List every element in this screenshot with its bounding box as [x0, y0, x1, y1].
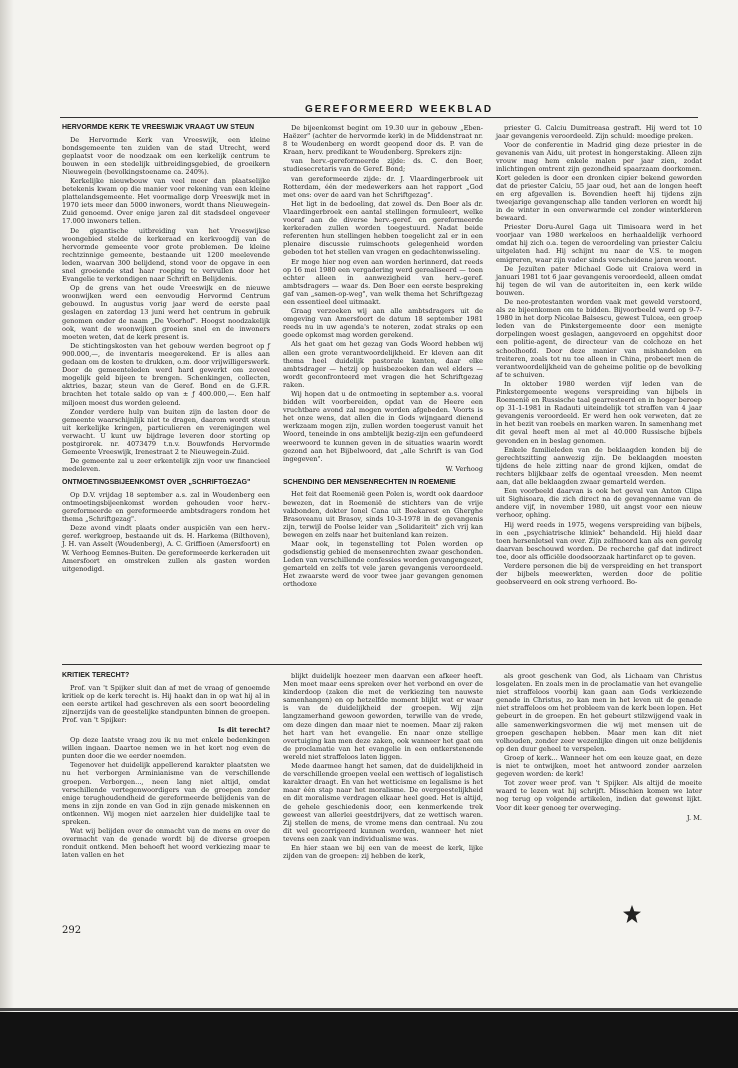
scan-bottom-border [0, 1012, 738, 1068]
page-number: 292 [62, 925, 82, 936]
paragraph: De gigantische uitbreiding van het Vreeswijkse woongebied stelde de kerkeraad en kerkvoogdij van de hervormde gemeente voor grote problemen. De kleine rechtzinnige gemeente, bestaande uit 1200 meelevende leden, waarvan 300 belijdend, stond voor de opgave in een snel groeiende stad haar roeping te vervullen door het Evangelie te verkondigen naar Schrift en Belijdenis. [62, 226, 270, 284]
scan-edge-line [0, 1008, 738, 1011]
paragraph: Tot zover weer prof. van 't Spijker. Als altijd de moeite waard te lezen wat hij schrijft. Misschien komen we later nog terug op volgende artikelen, indien dat gewenst lijkt. Voor dit keer genoeg ter overweging. [496, 779, 702, 812]
article-heading-schriftgezag: ONTMOETINGSBIJEENKOMST OVER „SCHRIFTGEZAG" [62, 479, 251, 487]
paragraph: Als het gaat om het gezag van Gods Woord hebben wij allen een grote verantwoordelijkheid. Er kleven aan dit thema heel duidelijk pastorale kanten, daar elke ambtsdrager — hetzij op huisbezoeken dan wel elders — wordt geconfronteerd met vragen die het Schriftgezag raken. [283, 340, 483, 389]
paragraph: Deze avond vindt plaats onder auspiciën van een herv.-geref. werkgroep, bestaande uit ds. H. Harkema (Bilthoven), J. H. van Asselt (Woudenberg), A. C. Griffioen (Amersfoort) en W. Verhoog Eemnes-Buiten. De gereformeerde kerkeraden uit Amersfoort en omstreken zullen als gasten worden uitgenodigd. [62, 524, 270, 573]
paragraph: Er moge hier nog even aan worden herinnerd, dat reeds op 16 mei 1980 een vergadering werd gerealiseerd — toen echter alleen in aanwezigheid van herv.-geref. ambtsdragers — waar ds. Den Boer een eerste bespreking gaf van „samen-op-weg", van welk thema het Schriftgezag een essentieel deel uitmaakt. [283, 257, 483, 306]
paragraph: De Jezuïten pater Michael Gode uit Craiova werd in januari 1981 tot 6 jaar gevangenis veroordeeld, alleen omdat hij tegen de wil van de autoriteiten in, een kerk wilde bouwen. [496, 264, 702, 297]
paragraph: Prof. van 't Spijker sluit dan af met de vraag of genoemde kritiek op de kerk terecht is. Hij haakt dan in op wat hij al in een eerste artikel had geschreven als een soort beoordeling zijnerzijds van de geestelijke standpunten binnen de groepen. Prof. van 't Spijker: [62, 683, 270, 724]
article-heading-roemenie: SCHENDING DER MENSENRECHTEN IN ROEMENIE [283, 478, 456, 486]
paragraph: De gemeente zal u zeer erkentelijk zijn voor uw financieel medeleven. [62, 457, 270, 474]
header-rule [60, 117, 698, 118]
paragraph: Het ligt in de bedoeling, dat zowel ds. Den Boer als dr. Vlaardingerbroek een aantal stellingen formuleert, welke vooraf aan de diverse herv.-geref. en gereformeerde kerkeraden zullen worden toegestuurd. Nadat beide referenten hun stellingen hebben toegelicht zal er in een plenaire discussie ruimschoots gelegenheid worden geboden tot het stellen van vragen en gedachtenwisseling. [283, 199, 483, 257]
subheading-is-dit-terecht: Is dit terecht? [217, 725, 270, 734]
paragraph: In oktober 1980 werden vijf leden van de Pinkstergemeente wegens verspreiding van bijbels in Roemenië en Russische taal gearresteerd en in hoger beroep op 31-1-1981 in Radauti uiteindelijk tot straffen van 4 jaar gevangenis veroordeeld. Er werd hen ook verweten, dat ze in het bezit van roebels en marken waren. In samenhang met dit geval heeft men al met al 40.000 Russische bijbels gevonden en in beslag genomen. [496, 379, 702, 445]
bottom-column-3 [496, 672, 702, 828]
paragraph: Enkele familieleden van de beklaagden konden bij de gerechtszitting aanwezig zijn. De beklaagden moesten tijdens de hele zitting naar de grond kijken, omdat de rechters blijkbaar zelfs de ogentaal vreesden. Men neemt aan, dat alle beklaagden zwaar gemarteld werden. [496, 445, 702, 487]
paragraph: En hier staan we bij een van de meest de kerk, lijke zijden van de groepen: zij hebben de kerk, [283, 843, 483, 861]
paragraph: Voor de conferentie in Madrid ging deze priester in de gevanenis van Aidu, uit protest in hongerstaking. Alleen zijn vrouw mag hem enkele malen per jaar zien, zodat inlichtingen omtrent zijn gezondheid spaarzaam doorkomen. Kort geleden is door een dronken cipier bekend geworden dat de priester Calciu, 55 jaar oud, het aan de longen heeft en erg afgevallen is. Bovendien heeft hij tijdens zijn tweejarige gevangenschap alle tanden verloren en wordt hij in de winter in een onverwarmde cel zonder winterkleren bewaard. [496, 141, 702, 223]
paragraph: Wij hopen dat u de ontmoeting in september a.s. vooral bidden wilt voorbereiden, opdat van de Heere een vruchtbare avond zal mogen worden afgebeden. Voorts is het onze wens, dat allen die in Gods wijngaard dienend werkzaam mogen zijn, zullen worden toegerust vanuit het Woord, teneinde in ons ambtelijk bezig-zijn een gefundeerd weerwoord te kunnen geven in de situaties waarin wordt gezond aan het Bijbelwoord, dat „alle Schrift is van God ingegeven". [283, 390, 483, 463]
paragraph: Het feit dat Roemenië geen Polen is, wordt ook daardoor bewezen, dat in Roemenië de stichters van de vrije vakbonden, dokter Ionel Cana uit Boekarest en Gherghe Brasoveanu uit Brasov, sinds 10-3-1978 in de gevangenis zijn, terwijl de Poolse leider van „Solidariteit" zich vrij kan bewegen en zelfs naar het buitenland kan reizen. [283, 490, 483, 539]
paragraph: Zonder verdere hulp van buiten zijn de lasten door de gemeente waarschijnlijk niet te dragen, daarom wordt steun uit kerkelijke kringen, particulieren en verenigingen wel verwacht. U kunt uw bijdrage leveren door storting op postgirorek. nr. 4073479 t.n.v. Bouwfonds Hervormde Gemeente Vreeswijk, Irenestraat 2 te Nieuwegein-Zuid. [62, 407, 270, 457]
paragraph: blijkt duidelijk hoezeer men daarvan een afkeer heeft. Men moet maar eens spreken over het verbond en over de kinderdoop (zaken die met de verkiezing ten nauwste samenhangen) en op hetzelfde moment blijkt wat er waar is van de duidelijkheid der groepen. Wij zijn langzamerhand gewoon geworden, terwille van de vrede, om deze dingen dan maar niet te noemen. Maar zij raken het hart van het evangelie. En naar onze stellige overtuiging kan men deze zaken, ook wanneer het gaat om de proclamatie van het evangelie in een ontkerstenende wereld niet straffeloos laten liggen. [283, 672, 483, 761]
star-ornament-icon [623, 905, 641, 923]
column-2 [283, 124, 483, 590]
section-divider [62, 664, 702, 665]
paragraph: van herv.-gereformeerde zijde: ds. C. den Boer, studiesecretaris van de Geref. Bond; [283, 157, 483, 174]
column-1 [62, 124, 270, 574]
article-body-vreeswijk [62, 136, 270, 474]
paragraph: De stichtingskosten van het gebouw werden begroot op ƒ 900.000,—, de inventaris meegerekend. Er is alles aan gedaan om de kosten te drukken, o.m. door vrijwilligerswerk. Door de gemeenteleden werd hard gewerkt om zoveel mogelijk geld bijeen te brengen. Schenkingen, collecten, aktries, bazar, steun van de Geref. Bond en de G.F.R. brachten het totale saldo op van ± ƒ 400.000,—. Een half miljoen moest dus worden geleend. [62, 341, 270, 407]
paragraph: Op D.V. vrijdag 18 september a.s. zal in Woudenberg een ontmoetingsbijeenkomst worden gehouden voor herv.-gereformeerde en gereformeerde ambtsdragers rondom het thema „Schriftgezag". [62, 490, 270, 524]
paragraph: De Hervormde Kerk van Vreeswijk, een kleine bondsgemeente ten zuiden van de stad Utrecht, werd geplaatst voor de noodzaak om een kerkelijk centrum te bouwen in een stedelijk uitbreidingsgebied, de groeikern Nieuwegein (bevolkingstoename ca. 240%). [62, 135, 270, 176]
paragraph: priester G. Calciu Dumitreasa gestraft. Hij werd tot 10 jaar gevangenis veroordeeld. Zijn schuld: moedige preken. [496, 124, 702, 141]
paragraph: Op deze laatste vraag zou ik nu met enkele bedenkingen willen ingaan. Daartoe nemen we in het kort nog even de punten door die we eerder noemden. [62, 736, 270, 761]
article-body-schriftgezag [62, 491, 270, 573]
paragraph: Verdere personen die bij de verspreiding en het transport der bijbels meewerkten, werden door de politie geobserveerd en ook streng verhoord. Bo- [496, 561, 702, 587]
paragraph: Groep of kerk... Wanneer het om een keuze gaat, en deze is niet te ontwijken, moet het antwoord zonder aarzelen gegeven worden: de kerk! [496, 753, 702, 779]
page-spine-shadow [0, 0, 14, 1068]
masthead: GEREFORMEERD WEEKBLAD [305, 104, 494, 115]
paragraph: Tegenover het duidelijk appellerend karakter plaatsten we nu het verborgen Arminianisme van de verschillende groepen. Verborgen..., neen lang niet altijd, omdat verschillende vertegenwoordigers van de groepen zonder enige terughoudendheid de gereformeerde belijdenis van de mens in zijn zonde en van God in zijn genade miskennen en ontkennen. Wij mogen niet aarzelen hier duidelijke taal te spreken. [62, 761, 270, 826]
signature-verhoog: W. Verhoog [445, 464, 483, 473]
bottom-column-2 [283, 672, 483, 861]
paragraph: Wat wij belijden over de onmacht van de mens en over de overmacht van de genade wordt bij de diverse groepen ronduit ontkend. Men behoeft het woord verkiezing maar te laten vallen en het [62, 827, 270, 860]
paragraph: Kerkelijke nieuwbouw van veel meer dan plaatselijke betekenis kwam op die manier voor rekening van een kleine plattelandsgemeente. Het voormalige dorp Vreeswijk met in 1970 iets meer dan 5000 inwoners, wordt thans Nieuwegein-Zuid genoemd. Over enige jaren zal dit stadsdeel ongeveer 17.000 inwoners tellen. [62, 176, 270, 226]
paragraph: Op de grens van het oude Vreeswijk en de nieuwe woonwijken werd een eenvoudig Hervormd Centrum gebouwd. In augustus vorig jaar werd de eerste paal geslagen en zaterdag 13 juni werd het centrum in gebruik genomen onder de naam „De Voorhof". Hoogst noodzakelijk ook, want de woonwijken groeien snel en de inwoners moeten weten, dat de kerk present is. [62, 284, 270, 341]
article-heading-vreeswijk: HERVORMDE KERK TE VREESWIJK VRAAGT UW STEUN [62, 124, 254, 131]
paragraph: Priester Doru-Aurel Gaga uit Timisoara werd in het voorjaar van 1980 werkeloos en herhaaldelijk verhoord omdat hij zich o.a. tegen de veroordeling van priester Calciu uitgelaten had. Hij schijnt nu naar de V.S. te mogen emigreren, waar zijn vader sinds verscheidene jaren woont. [496, 223, 702, 264]
paragraph: De bijeenkomst begint om 19.30 uur in gebouw „Eben-Haëzer" (achter de hervormde kerk) in de Middenstraat nr. 8 te Woudenberg en wordt geopend door ds. P. van de Kraan, herv. predikant te Woudenberg. Sprekers zijn: [283, 124, 483, 157]
paragraph: Maar ook, in tegenstelling tot Polen worden op godsdienstig gebied de mensenrechten zwaar geschonden. Leden van verschillende confessies worden gevangengezet, gemarteld en zelfs tot vele jaren gevangenis veroordeeld. Het zwaarste werd de voor twee jaar gevangen genomen orthodoxe [283, 540, 483, 589]
paragraph: De neo-protestanten worden vaak met geweld verstoord, als ze bijeenkomen om te bidden. Bijvoorbeeld werd op 9-7-1980 in het dorp Nicolae Balsescu, gewest Tulcea, een groep leden van de Pinkstergemeente door een menigte dorpelingen woest geslagen, aangevoerd en opgehitst door een politie-agent, de directeur van de colchoze en het schoolhoofd. Door deze manier van mishandelen en treiteren, zoals tot nu toe alleen in China, probeert men de verantwoordelijkheid van de geheime politie op de bevolking af te schuiven. [496, 297, 702, 379]
paragraph: Een voorbeeld daarvan is ook het geval van Anton Clipa uit Sighisoara, die zich direct na de gevangenname van de andere vijf, in november 1980, uit angst voor een nieuw verhoor, ophing. [496, 487, 702, 520]
paragraph: als groot geschenk van God, als Lichaam van Christus losgelaten. En zoals men in de proclamatie van het evangelie niet straffeloos voorbij kan gaan aan Gods verkiezende genade in Christus, zo kan men in het leven uit de genade niet straffeloos om het probleem van de kerk been lopen. Het gebeurt in de groepen. En het gebeurt stilzwijgend vaak in alle samenwerkingsvormen die wij met mensen uit de groepen geschapen hebben. Maar men kan dit niet volhouden, zonder zeer wezenlijke dingen uit onze belijdenis op den duur geheel te verspelen. [496, 672, 702, 753]
bottom-column-1 [62, 672, 270, 860]
paragraph: Graag verzoeken wij aan alle ambtsdragers uit de omgeving van Amersfoort de datum 18 september 1981 reeds nu in uw agenda's te noteren, zodat straks op een goede opkomst mag worden gerekend. [283, 307, 483, 340]
paragraph: van gereformeerde zijde: dr. J. Vlaardingerbroek uit Rotterdam, één der medewerkers aan het rapport „God met ons: over de aard van het Schriftgezag". [283, 174, 483, 199]
column-3 [496, 124, 702, 587]
paragraph: Hij werd reeds in 1975, wegens verspreiding van bijbels, in een „psychiatrische kliniek" behandeld. Hij hield daar toen hersenletsel van over. Zijn zelfmoord kan als een gevolg daarvan beschouwd worden. De recherche gaf dat indirect toe, door als officiële doodsoorzaak hartinfarct op te geven. [496, 520, 702, 561]
signature-jm: J. M. [686, 813, 702, 822]
paragraph: Mede daarmee hangt het samen, dat de duidelijkheid in de verschillende groepen veelal een wettisch of legalistisch karakter draagt. En van het wetticisme en legalisme is het maar één stap naar het moralisme. De overgeestelijkheid en dit moralisme verdragen elkaar heel goed. Het is altijd, de gehele geschiedenis door, een kenmerkende trek geweest van allerlei geestdrijvers, dat ze wettisch waren. Zij stellen de mens, de vrome mens dan centraal. Nu zou dit wel gecorrigeerd kunnen worden, wanneer het niet tevens een zaak van individualisme was. [283, 762, 483, 843]
article-heading-kritiek: KRITIEK TERECHT? [62, 672, 130, 679]
